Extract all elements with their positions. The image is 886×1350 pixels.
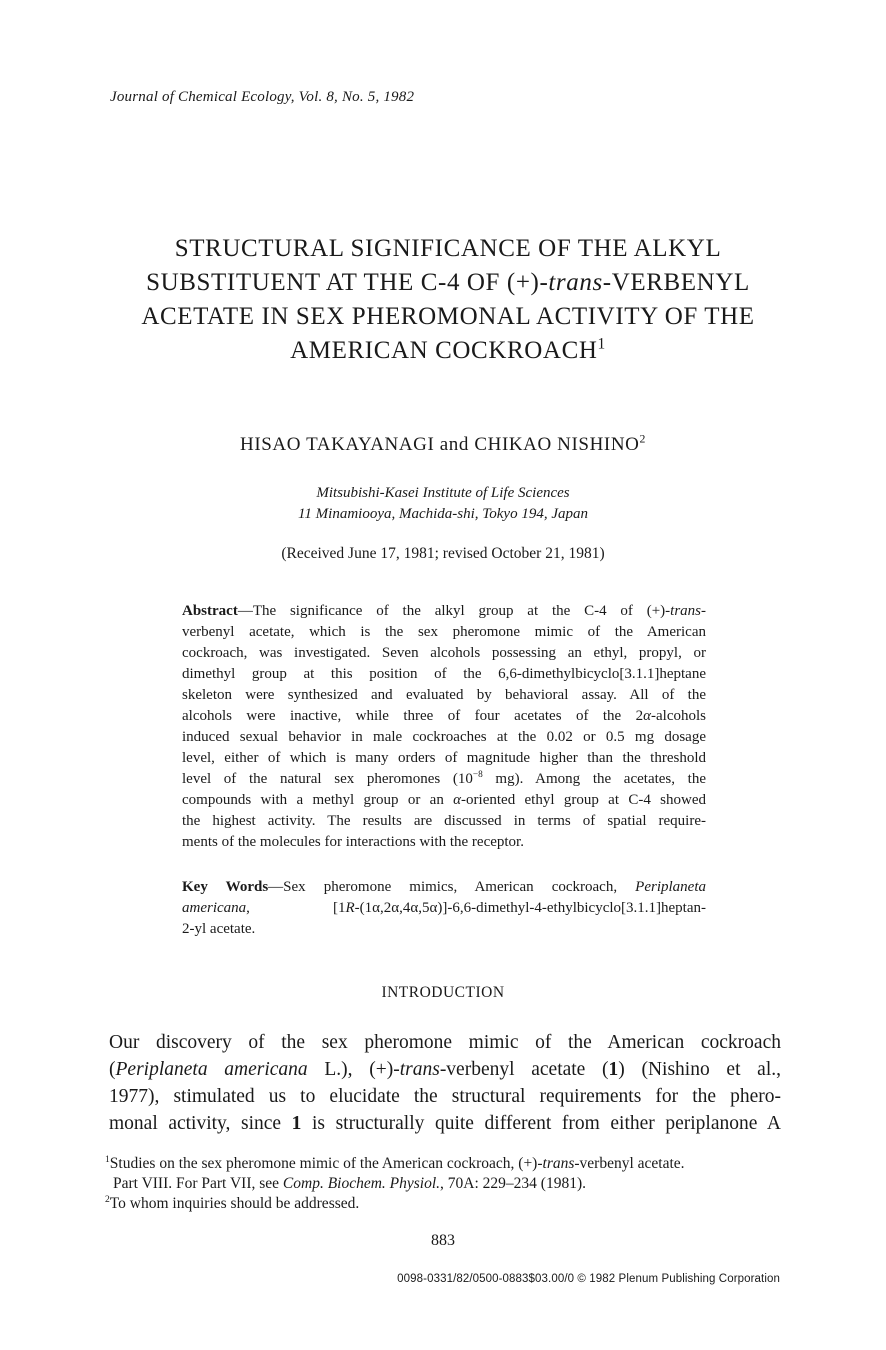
section-heading-introduction: INTRODUCTION [381, 984, 505, 1001]
page-number: 883 [431, 1232, 455, 1249]
title-line-3: ACETATE IN SEX PHEROMONAL ACTIVITY OF THE [141, 303, 755, 330]
title-line-1: STRUCTURAL SIGNIFICANCE OF THE ALKYL [174, 235, 722, 262]
abstract-label: Abstract [182, 603, 238, 619]
paper-title [60, 232, 836, 368]
title-line-2: SUBSTITUENT AT THE C-4 OF (+)-trans-VERBENYL [146, 269, 750, 296]
abstract: Abstract—The significance of the alkyl group at the C-4 of (+)-trans- verbenyl acetate, which is the sex pheromone mimic of the American cockroach, was investigated. Seven alcohols possessing an ethyl, propyl, or dimethyl group at this position of the 6,6-dimethylbicyclo[3.1.1]heptane skeleton were synthesized and evaluated by behavioral assay. All of the alcohols were inactive, while three of four acetates of the 2α-alcohols induced sexual behavior in male cockroaches at the 0.02 or 0.5 mg dosage level, either of which is many orders of magnitude higher than the threshold level of the natural sex pheromones ($10^{-8}$ mg). Among the acetates, the compounds with a methyl group or an α-oriented ethyl group at C-4 showed the highest activity. The results are discussed in terms of spatial require- ments of the molecules for interactions with the receptor. [182, 603, 707, 850]
footnote-2: $^2$To whom inquiries should be addressed. [105, 1193, 360, 1212]
footnote-1-continued: Part VIII. For Part VII, see Comp. Biochem. Physiol., 70A: 229–234 (1981). [113, 1175, 586, 1192]
introduction-paragraph: Our discovery of the sex pheromone mimic of the American cockroach (Periplaneta americana L.), (+)-trans-verbenyl acetate (1) (Nishino et al., 1977), stimulated us to elucidate the structural requirements for the phero- monal activity, since 1 is structurally quite different from either periplanone A [109, 1032, 782, 1134]
footnote-1: $^1$Studies on the sex pheromone mimic of the American cockroach, (+)-trans-verbenyl acetate. [105, 1153, 685, 1172]
key-words-label: Key Words [182, 879, 269, 895]
received-dates: (Received June 17, 1981; revised October 21, 1981) [281, 545, 605, 562]
journal-citation: Journal of Chemical Ecology, Vol. 8, No. 5, 1982 [110, 89, 415, 105]
affiliation [0, 483, 886, 525]
affiliation-line-1: Mitsubishi-Kasei Institute of Life Sciences [316, 485, 570, 501]
affiliation-line-2: 11 Minamiooya, Machida-shi, Tokyo 194, Japan [298, 506, 588, 522]
copyright-line: 0098-0331/82/0500-0883$03.00/0 © 1982 Plenum Publishing Corporation [397, 1273, 780, 1285]
authors: HISAO TAKAYANAGI and CHIKAO NISHINO$^2$ [240, 432, 646, 455]
title-line-4: AMERICAN COCKROACH$^1$ [290, 335, 606, 364]
footnotes [105, 1154, 785, 1214]
key-words: Key Words—Sex pheromone mimics, American cockroach, Periplaneta americana, [1R-(1α,2α,4α,5α)]-6,6-dimethyl-4-ethylbicyclo[3.1.1]heptan- 2-yl acetate. [182, 879, 706, 937]
